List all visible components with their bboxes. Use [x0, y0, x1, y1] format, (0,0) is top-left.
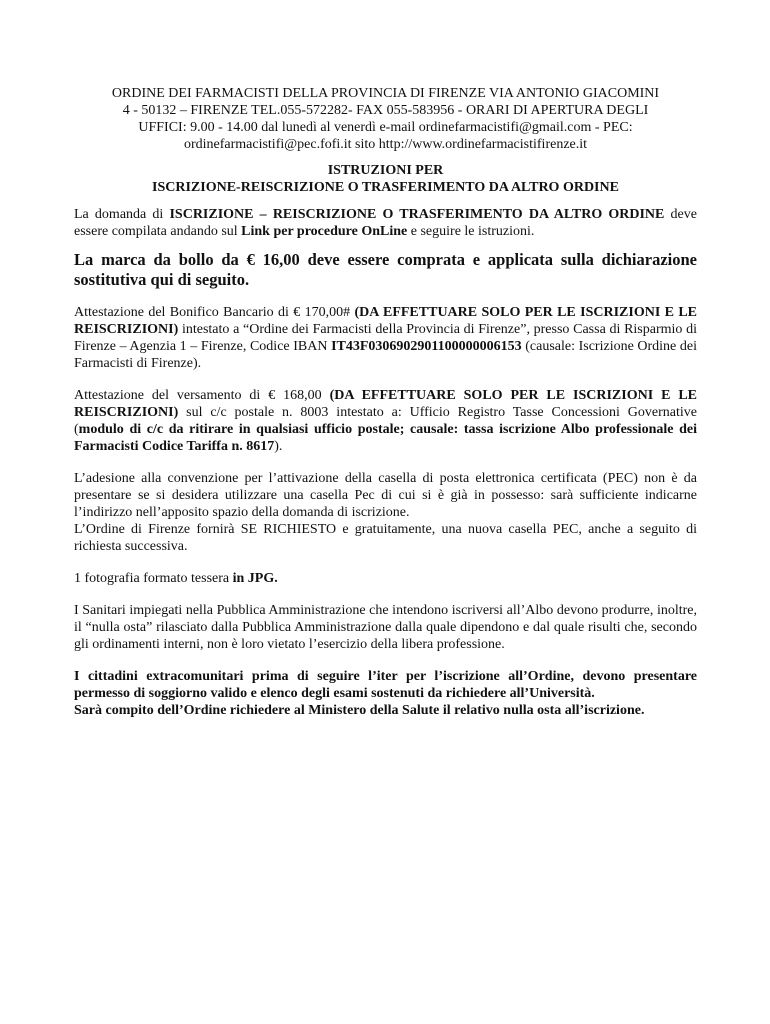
postal-text-2: sul c/c postale n. 8003 intestato a: Ufficio Registro Tasse Concessioni Governative ( [74, 405, 697, 437]
online-procedures-link-text: Link per procedure OnLine [241, 224, 408, 239]
iban-code: IT43F0306902901100000006153 [331, 339, 522, 354]
letterhead [74, 85, 697, 153]
photo-requirement [74, 570, 697, 587]
title-line-2: ISCRIZIONE-REISCRIZIONE O TRASFERIMENTO DA ALTRO ORDINE [152, 180, 619, 195]
ministry-paragraph: Sarà compito dell’Ordine richiedere al Ministero della Salute il relativo nulla osta all’iscrizione. [74, 703, 645, 718]
photo-text: 1 fotografia formato tessera [74, 571, 233, 586]
bank-text-3: (causale: Iscrizione Ordine dei Farmacisti di Firenze). [74, 339, 697, 371]
postal-bold-1: (DA EFFETTUARE SOLO PER LE ISCRIZIONI E LE REISCRIZIONI) [74, 388, 698, 420]
pec-section [74, 470, 697, 555]
postal-text-1: Attestazione del versamento di € 168,00 [74, 388, 330, 403]
intro-text-2: deve essere compilata andando sul [74, 207, 697, 239]
stamp-duty-paragraph: La marca da bollo da € 16,00 deve essere comprata e applicata sulla dichiarazione sostitutiva qui di seguito. [74, 250, 697, 289]
postal-bold-2: modulo di c/c da ritirare in qualsiasi ufficio postale; causale: tassa iscrizione Albo professionale dei Farmacisti Codice Tariffa n. 8617 [74, 422, 697, 454]
title-line-1: ISTRUZIONI PER [327, 163, 444, 178]
letterhead-line-3: UFFICI: 9.00 - 14.00 dal lunedì al venerdì e-mail ordinefarmacistifi@gmail.com - PEC: [138, 120, 633, 135]
bank-text-2: intestato a “Ordine dei Farmacisti della Provincia di Firenze”, presso Cassa di Risparmio di Firenze – Agenzia 1 – Firenze, Codice IBAN [74, 322, 697, 354]
intro-paragraph [74, 206, 697, 240]
intro-text-3: e seguire le istruzioni. [407, 224, 535, 239]
document-title [74, 162, 697, 196]
public-employees-paragraph: I Sanitari impiegati nella Pubblica Amministrazione che intendono iscriversi all’Albo devono produrre, inoltre, il “nulla osta” rilasciato dalla Pubblica Amministrazione dalla quale dipendono e dal quale risulti che, secondo gli ordinamenti interni, non è loro vietato l’esercizio della libera professione. [74, 603, 697, 652]
postal-text-3: ). [274, 439, 283, 454]
letterhead-line-2: 4 - 50132 – FIRENZE TEL.055-572282- FAX 055-583956 - ORARI DI APERTURA DEGLI [122, 103, 649, 118]
pec-paragraph-1: L’adesione alla convenzione per l’attivazione della casella di posta elettronica certificata (PEC) non è da presentare se si desidera utilizzare una casella Pec di cui si è già in possesso: sarà sufficiente indicarne l’indirizzo nell’apposito spazio della domanda di iscrizione. [74, 471, 697, 520]
bank-text-1: Attestazione del Bonifico Bancario di € 170,00# [74, 305, 355, 320]
bank-transfer-paragraph [74, 304, 697, 372]
photo-format: in JPG. [232, 571, 278, 586]
postal-payment-paragraph [74, 387, 697, 455]
pec-paragraph-2: L’Ordine di Firenze fornirà SE RICHIESTO e gratuitamente, una nuova casella PEC, anche a seguito di richiesta successiva. [74, 522, 697, 554]
letterhead-line-1: ORDINE DEI FARMACISTI DELLA PROVINCIA DI FIRENZE VIA ANTONIO GIACOMINI [111, 86, 660, 101]
bank-bold-1: (DA EFFETTUARE SOLO PER LE ISCRIZIONI E LE REISCRIZIONI) [74, 305, 697, 337]
letterhead-line-4: ordinefarmacistifi@pec.fofi.it sito http://www.ordinefarmacistifirenze.it [183, 137, 588, 152]
non-eu-citizens-paragraph: I cittadini extracomunitari prima di seguire l’iter per l’iscrizione all’Ordine, devono presentare permesso di soggiorno valido e elenco degli esami sostenuti da richiedere all’Università. [74, 669, 697, 701]
intro-text-1: La domanda di [74, 207, 170, 222]
intro-bold-1: ISCRIZIONE – REISCRIZIONE O TRASFERIMENTO DA ALTRO ORDINE [169, 207, 665, 222]
